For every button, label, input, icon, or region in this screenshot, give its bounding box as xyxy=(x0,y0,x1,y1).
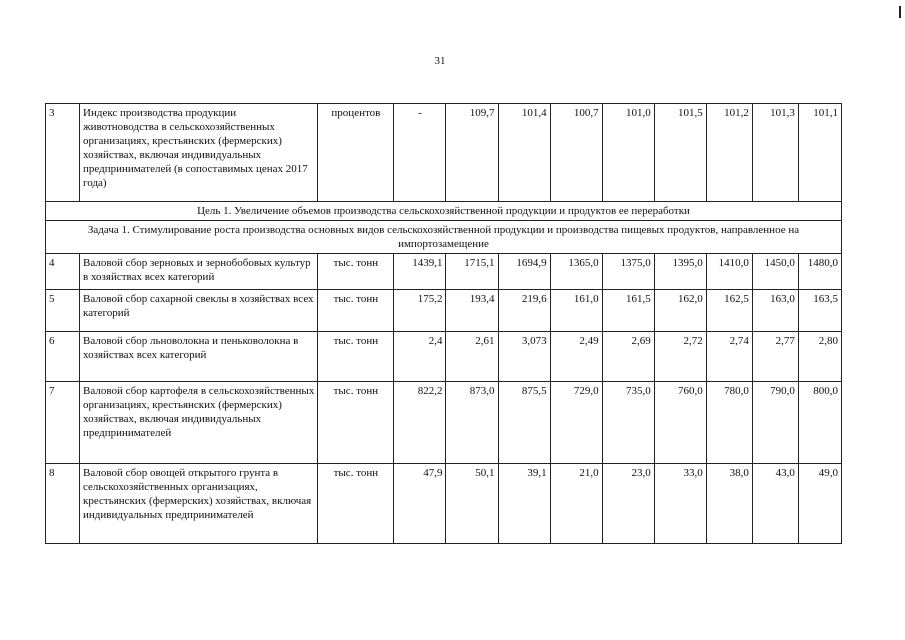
value-cell: 101,3 xyxy=(752,104,798,202)
value-cell: 873,0 xyxy=(446,382,498,464)
value-cell: 49,0 xyxy=(798,464,841,544)
value-cell: 875,5 xyxy=(498,382,550,464)
value-cell: 2,77 xyxy=(752,332,798,382)
value-cell: 1375,0 xyxy=(602,254,654,290)
section-row-task xyxy=(46,221,842,254)
page-number: 31 xyxy=(434,55,446,67)
value-cell: 101,4 xyxy=(498,104,550,202)
value-cell: 21,0 xyxy=(550,464,602,544)
value-cell: 163,5 xyxy=(798,290,841,332)
value-cell: 1450,0 xyxy=(752,254,798,290)
value-cell: 162,0 xyxy=(654,290,706,332)
value-cell: - xyxy=(394,104,446,202)
value-cell: 23,0 xyxy=(602,464,654,544)
value-cell: 1439,1 xyxy=(394,254,446,290)
indicator-name: Валовой сбор льноволокна и пеньковолокна в хозяйствах всех категорий xyxy=(80,332,318,382)
indicator-name: Валовой сбор овощей открытого грунта в сельскохозяйственных организациях, крестьянских (фермерских) хозяйствах, включая индивидуальных предпринимателей xyxy=(80,464,318,544)
value-cell: 760,0 xyxy=(654,382,706,464)
value-cell: 101,2 xyxy=(706,104,752,202)
value-cell: 219,6 xyxy=(498,290,550,332)
indicator-name: Валовой сбор зерновых и зернобобовых культур в хозяйствах всех категорий xyxy=(80,254,318,290)
value-cell: 101,0 xyxy=(602,104,654,202)
unit-cell: тыс. тонн xyxy=(318,464,394,544)
value-cell: 2,72 xyxy=(654,332,706,382)
row-number: 8 xyxy=(46,464,80,544)
value-cell: 790,0 xyxy=(752,382,798,464)
indicator-name: Валовой сбор сахарной свеклы в хозяйствах всех категорий xyxy=(80,290,318,332)
indicator-name: Валовой сбор картофеля в сельскохозяйственных организациях, крестьянских (фермерских) хозяйствах, включая индивидуальных предпринимателей xyxy=(80,382,318,464)
value-cell: 50,1 xyxy=(446,464,498,544)
value-cell: 109,7 xyxy=(446,104,498,202)
table-row xyxy=(46,290,842,332)
value-cell: 101,5 xyxy=(654,104,706,202)
value-cell: 161,0 xyxy=(550,290,602,332)
unit-cell: тыс. тонн xyxy=(318,254,394,290)
table-row xyxy=(46,332,842,382)
value-cell: 43,0 xyxy=(752,464,798,544)
table-row xyxy=(46,254,842,290)
value-cell: 2,74 xyxy=(706,332,752,382)
value-cell: 39,1 xyxy=(498,464,550,544)
value-cell: 2,49 xyxy=(550,332,602,382)
value-cell: 193,4 xyxy=(446,290,498,332)
table-row xyxy=(46,104,842,202)
row-number: 7 xyxy=(46,382,80,464)
unit-cell: процентов xyxy=(318,104,394,202)
value-cell: 175,2 xyxy=(394,290,446,332)
value-cell: 162,5 xyxy=(706,290,752,332)
indicator-name: Индекс производства продукции животноводства в сельскохозяйственных организациях, крестьянских (фермерских) хозяйствах, включая индивидуальных предпринимателей (в сопоставимых ценах 2017 года) xyxy=(80,104,318,202)
value-cell: 33,0 xyxy=(654,464,706,544)
value-cell: 161,5 xyxy=(602,290,654,332)
row-number: 4 xyxy=(46,254,80,290)
table-row xyxy=(46,464,842,544)
table-row xyxy=(46,382,842,464)
value-cell: 1694,9 xyxy=(498,254,550,290)
value-cell: 2,80 xyxy=(798,332,841,382)
task-heading: Задача 1. Стимулирование роста производства основных видов сельскохозяйственной продукции и производства пищевых продуктов, направленное на импортозамещение xyxy=(46,221,842,254)
value-cell: 2,61 xyxy=(446,332,498,382)
value-cell: 780,0 xyxy=(706,382,752,464)
value-cell: 47,9 xyxy=(394,464,446,544)
indicators-table xyxy=(45,103,842,544)
page-edge-mark xyxy=(899,6,901,18)
unit-cell: тыс. тонн xyxy=(318,290,394,332)
value-cell: 2,4 xyxy=(394,332,446,382)
row-number: 5 xyxy=(46,290,80,332)
value-cell: 100,7 xyxy=(550,104,602,202)
value-cell: 2,69 xyxy=(602,332,654,382)
value-cell: 822,2 xyxy=(394,382,446,464)
row-number: 6 xyxy=(46,332,80,382)
value-cell: 735,0 xyxy=(602,382,654,464)
value-cell: 101,1 xyxy=(798,104,841,202)
value-cell: 38,0 xyxy=(706,464,752,544)
section-row-goal xyxy=(46,202,842,221)
value-cell: 163,0 xyxy=(752,290,798,332)
value-cell: 1410,0 xyxy=(706,254,752,290)
unit-cell: тыс. тонн xyxy=(318,332,394,382)
goal-heading: Цель 1. Увеличение объемов производства сельскохозяйственной продукции и продуктов ее переработки xyxy=(46,202,842,221)
value-cell: 800,0 xyxy=(798,382,841,464)
row-number: 3 xyxy=(46,104,80,202)
value-cell: 1480,0 xyxy=(798,254,841,290)
value-cell: 729,0 xyxy=(550,382,602,464)
value-cell: 3,073 xyxy=(498,332,550,382)
value-cell: 1395,0 xyxy=(654,254,706,290)
unit-cell: тыс. тонн xyxy=(318,382,394,464)
value-cell: 1365,0 xyxy=(550,254,602,290)
value-cell: 1715,1 xyxy=(446,254,498,290)
